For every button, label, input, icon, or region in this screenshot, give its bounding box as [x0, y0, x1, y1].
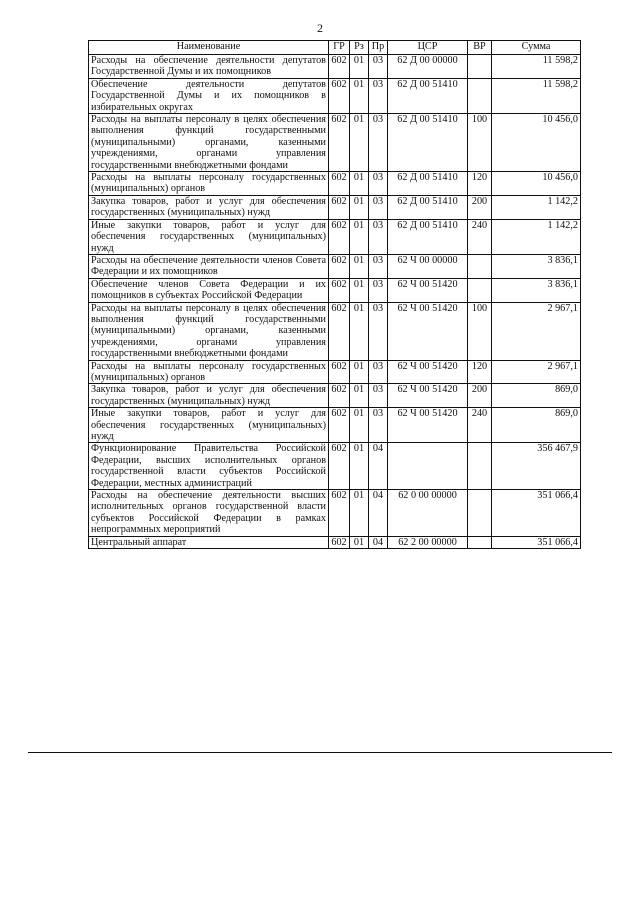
- table-row: [89, 219, 581, 254]
- table-row: [89, 536, 581, 548]
- row-vr: [468, 443, 492, 490]
- table-header-row: [89, 41, 581, 55]
- row-csr: 62 Ч 00 51420: [388, 360, 468, 384]
- row-csr: 62 Ч 00 51420: [388, 302, 468, 360]
- header-gr: ГР: [329, 41, 350, 55]
- row-rz: 01: [350, 408, 369, 443]
- row-sum: 11 598,2: [492, 78, 581, 113]
- row-csr: 62 Д 00 51410: [388, 172, 468, 196]
- row-gr: 602: [329, 302, 350, 360]
- row-gr: 602: [329, 254, 350, 278]
- row-vr: [468, 278, 492, 302]
- row-vr: 200: [468, 384, 492, 408]
- row-gr: 602: [329, 55, 350, 79]
- row-sum: 869,0: [492, 384, 581, 408]
- row-name: Расходы на выплаты персоналу в целях обеспечения выполнения функций государственными (муниципальными) органами, казенными учреждениями, органами управления государственными внебюджетными фондами: [89, 114, 329, 172]
- row-vr: 100: [468, 114, 492, 172]
- row-name: Иные закупки товаров, работ и услуг для обеспечения государственных (муниципальных) нужд: [89, 408, 329, 443]
- row-gr: 602: [329, 195, 350, 219]
- row-vr: 240: [468, 408, 492, 443]
- page-number: 2: [317, 21, 323, 35]
- row-gr: 602: [329, 443, 350, 490]
- row-pr: 04: [369, 443, 388, 490]
- row-vr: 240: [468, 219, 492, 254]
- row-csr: 62 Д 00 51410: [388, 219, 468, 254]
- row-pr: 04: [369, 536, 388, 548]
- row-gr: 602: [329, 78, 350, 113]
- row-vr: 120: [468, 172, 492, 196]
- table-row: [89, 360, 581, 384]
- row-rz: 01: [350, 443, 369, 490]
- header-pr: Пр: [369, 41, 388, 55]
- row-name: Функционирование Правительства Российской Федерации, высших исполнительных органов государственной власти субъектов Российской Федерации, местных администраций: [89, 443, 329, 490]
- row-sum: 2 967,1: [492, 360, 581, 384]
- table-row: [89, 78, 581, 113]
- row-csr: 62 Д 00 51410: [388, 195, 468, 219]
- row-sum: 3 836,1: [492, 254, 581, 278]
- row-csr: 62 Ч 00 51420: [388, 278, 468, 302]
- row-pr: 03: [369, 360, 388, 384]
- table-row: [89, 408, 581, 443]
- row-csr: 62 Ч 00 51420: [388, 408, 468, 443]
- row-csr: 62 0 00 00000: [388, 490, 468, 537]
- table-row: [89, 172, 581, 196]
- row-sum: 356 467,9: [492, 443, 581, 490]
- row-sum: 1 142,2: [492, 219, 581, 254]
- row-rz: 01: [350, 114, 369, 172]
- bottom-rule: [28, 752, 612, 753]
- row-pr: 04: [369, 490, 388, 537]
- row-gr: 602: [329, 490, 350, 537]
- row-vr: [468, 536, 492, 548]
- row-gr: 602: [329, 278, 350, 302]
- row-sum: 3 836,1: [492, 278, 581, 302]
- row-vr: [468, 490, 492, 537]
- row-csr: 62 Д 00 51410: [388, 114, 468, 172]
- row-rz: 01: [350, 384, 369, 408]
- row-name: Расходы на выплаты персоналу в целях обеспечения выполнения функций государственными (муниципальными) органами, казенными учреждениями, органами управления государственными внебюджетными фондами: [89, 302, 329, 360]
- row-sum: 10 456,0: [492, 172, 581, 196]
- header-sum: Сумма: [492, 41, 581, 55]
- row-vr: [468, 254, 492, 278]
- row-pr: 03: [369, 408, 388, 443]
- row-gr: 602: [329, 172, 350, 196]
- row-name: Обеспечение членов Совета Федерации и их помощников в субъектах Российской Федерации: [89, 278, 329, 302]
- table-row: [89, 55, 581, 79]
- header-rz: Рз: [350, 41, 369, 55]
- row-csr: 62 Д 00 51410: [388, 78, 468, 113]
- row-vr: 120: [468, 360, 492, 384]
- row-rz: 01: [350, 302, 369, 360]
- table-row: [89, 278, 581, 302]
- row-pr: 03: [369, 254, 388, 278]
- row-rz: 01: [350, 172, 369, 196]
- row-rz: 01: [350, 254, 369, 278]
- row-rz: 01: [350, 219, 369, 254]
- row-sum: 351 066,4: [492, 490, 581, 537]
- row-rz: 01: [350, 78, 369, 113]
- row-pr: 03: [369, 278, 388, 302]
- table-row: [89, 302, 581, 360]
- row-pr: 03: [369, 172, 388, 196]
- header-name: Наименование: [89, 41, 329, 55]
- row-name: Расходы на обеспечение деятельности высших исполнительных органов государственной власти субъектов Российской Федерации в рамках непрограммных мероприятий: [89, 490, 329, 537]
- table-row: [89, 384, 581, 408]
- row-name: Расходы на обеспечение деятельности членов Совета Федерации и их помощников: [89, 254, 329, 278]
- row-csr: 62 Ч 00 00000: [388, 254, 468, 278]
- row-vr: [468, 55, 492, 79]
- row-name: Расходы на обеспечение деятельности депутатов Государственной Думы и их помощников: [89, 55, 329, 79]
- table-row: [89, 114, 581, 172]
- row-rz: 01: [350, 536, 369, 548]
- row-sum: 2 967,1: [492, 302, 581, 360]
- row-gr: 602: [329, 536, 350, 548]
- row-pr: 03: [369, 195, 388, 219]
- row-gr: 602: [329, 384, 350, 408]
- row-name: Обеспечение деятельности депутатов Государственной Думы и их помощников в избирательных округах: [89, 78, 329, 113]
- row-csr: 62 2 00 00000: [388, 536, 468, 548]
- row-pr: 03: [369, 384, 388, 408]
- header-vr: ВР: [468, 41, 492, 55]
- row-gr: 602: [329, 360, 350, 384]
- row-name: Центральный аппарат: [89, 536, 329, 548]
- row-sum: 869,0: [492, 408, 581, 443]
- row-pr: 03: [369, 219, 388, 254]
- row-rz: 01: [350, 278, 369, 302]
- table-row: [89, 195, 581, 219]
- budget-table: [88, 40, 581, 549]
- row-name: Закупка товаров, работ и услуг для обеспечения государственных (муниципальных) нужд: [89, 384, 329, 408]
- row-sum: 351 066,4: [492, 536, 581, 548]
- row-vr: [468, 78, 492, 113]
- row-name: Расходы на выплаты персоналу государственных (муниципальных) органов: [89, 172, 329, 196]
- row-rz: 01: [350, 55, 369, 79]
- row-name: Иные закупки товаров, работ и услуг для обеспечения государственных (муниципальных) нужд: [89, 219, 329, 254]
- row-gr: 602: [329, 114, 350, 172]
- table-row: [89, 490, 581, 537]
- row-pr: 03: [369, 302, 388, 360]
- row-rz: 01: [350, 490, 369, 537]
- row-name: Расходы на выплаты персоналу государственных (муниципальных) органов: [89, 360, 329, 384]
- row-gr: 602: [329, 219, 350, 254]
- row-sum: 1 142,2: [492, 195, 581, 219]
- table-row: [89, 443, 581, 490]
- row-csr: 62 Ч 00 51420: [388, 384, 468, 408]
- header-csr: ЦСР: [388, 41, 468, 55]
- row-csr: 62 Д 00 00000: [388, 55, 468, 79]
- row-vr: 100: [468, 302, 492, 360]
- row-pr: 03: [369, 55, 388, 79]
- row-sum: 10 456,0: [492, 114, 581, 172]
- row-vr: 200: [468, 195, 492, 219]
- row-csr: [388, 443, 468, 490]
- row-name: Закупка товаров, работ и услуг для обеспечения государственных (муниципальных) нужд: [89, 195, 329, 219]
- row-pr: 03: [369, 114, 388, 172]
- row-rz: 01: [350, 195, 369, 219]
- row-gr: 602: [329, 408, 350, 443]
- row-sum: 11 598,2: [492, 55, 581, 79]
- row-rz: 01: [350, 360, 369, 384]
- table-row: [89, 254, 581, 278]
- row-pr: 03: [369, 78, 388, 113]
